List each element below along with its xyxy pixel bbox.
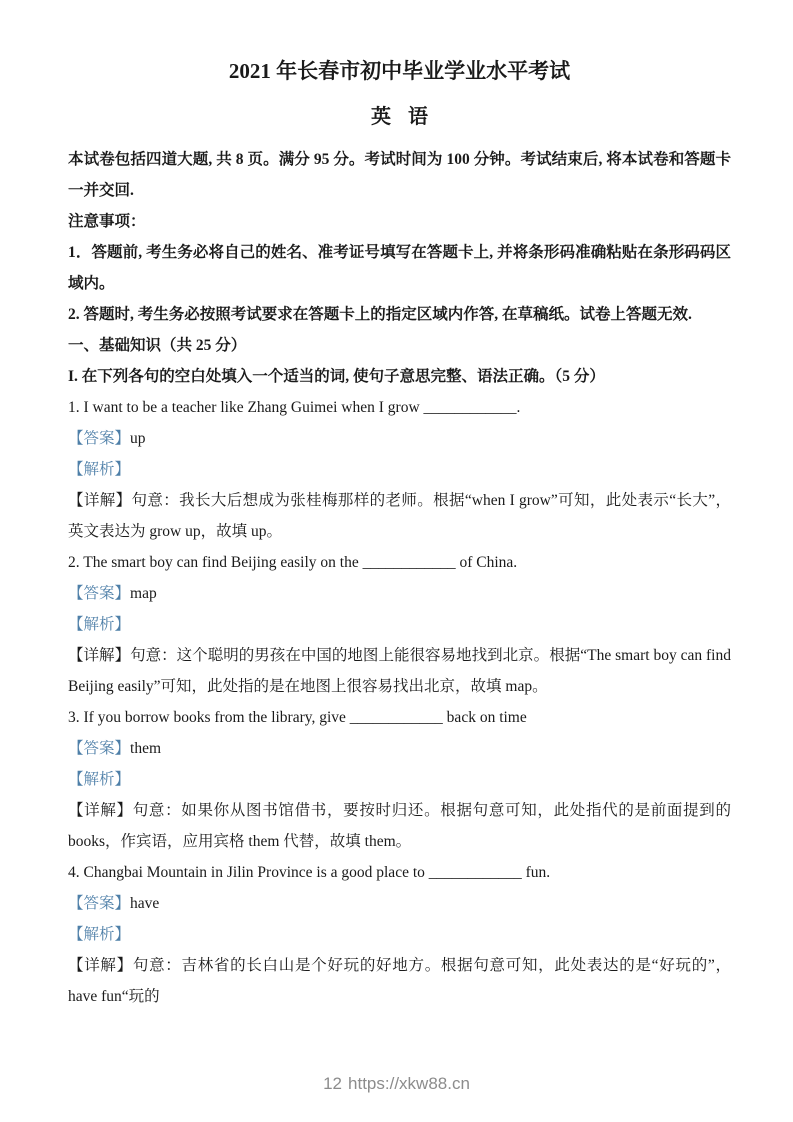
answer-label: 【答案】 (68, 740, 131, 757)
analysis-label: 【解析】 (68, 926, 131, 943)
detail-text: 【详解】句意：这个聪明的男孩在中国的地图上能很容易地找到北京。根据“The smart boy can find Beijing easily”可知，此处指的是在地图上很容易找出北京，故填 map。 (68, 647, 731, 695)
answer-value: them (130, 740, 162, 757)
answer-label: 【答案】 (68, 430, 131, 447)
answer-label: 【答案】 (68, 585, 131, 602)
subject-title: 英 语 (371, 106, 428, 128)
page-footer (0, 1074, 793, 1094)
answer-value: map (130, 585, 157, 602)
question-text: 3. If you borrow books from the library, give ____________ back on time (68, 709, 527, 726)
detail-text: 【详解】句意：我长大后想成为张桂梅那样的老师。根据“when I grow”可知，此处表示“长大”，英文表达为 grow up，故填 up。 (68, 492, 731, 540)
answer-value: have (130, 895, 160, 912)
analysis-line (68, 919, 731, 950)
question-block-2 (68, 547, 731, 702)
intro-paragraph: 本试卷包括四道大题, 共 8 页。满分 95 分。考试时间为 100 分钟。考试结束后, 将本试卷和答题卡一并交回. (68, 151, 731, 199)
notice-item-2: 2. 答题时, 考生务必按照考试要求在答题卡上的指定区域内作答, 在草稿纸。试卷上答题无效. (68, 306, 692, 323)
analysis-label: 【解析】 (68, 771, 131, 788)
answer-line (68, 578, 731, 609)
page-number: 12 (323, 1074, 343, 1093)
answer-value: up (130, 430, 146, 447)
answer-label: 【答案】 (68, 895, 131, 912)
question-text: 2. The smart boy can find Beijing easily on the ____________ of China. (68, 554, 518, 571)
detail-text: 【详解】句意：吉林省的长白山是个好玩的好地方。根据句意可知，此处表达的是“好玩的”，have fun“玩的 (68, 957, 731, 1005)
question-text: 1. I want to be a teacher like Zhang Guimei when I grow ____________. (68, 399, 521, 416)
question-block-1 (68, 392, 731, 547)
notice-item-1: 1．答题前, 考生务必将自己的姓名、准考证号填写在答题卡上, 并将条形码准确粘贴在条形码码区域内。 (68, 244, 731, 292)
answer-line (68, 733, 731, 764)
analysis-label: 【解析】 (68, 461, 131, 478)
part-heading: I. 在下列各句的空白处填入一个适当的词, 使句子意思完整、语法正确。（5 分） (68, 368, 605, 385)
exam-title: 2021 年长春市初中毕业学业水平考试 (228, 59, 571, 83)
analysis-label: 【解析】 (68, 616, 131, 633)
analysis-line (68, 764, 731, 795)
answer-line (68, 888, 731, 919)
footer-url: https://xkw88.cn (348, 1074, 470, 1093)
analysis-line (68, 454, 731, 485)
detail-text: 【详解】句意：如果你从图书馆借书，要按时归还。根据句意可知，此处指代的是前面提到的 books，作宾语，应用宾格 them 代替，故填 them。 (68, 802, 731, 850)
answer-line (68, 423, 731, 454)
section-heading: 一、基础知识（共 25 分） (68, 337, 247, 354)
question-block-4 (68, 857, 731, 1012)
notice-heading: 注意事项： (68, 213, 146, 230)
question-text: 4. Changbai Mountain in Jilin Province is a good place to ____________ fun. (68, 864, 551, 881)
question-block-3 (68, 702, 731, 857)
analysis-line (68, 609, 731, 640)
